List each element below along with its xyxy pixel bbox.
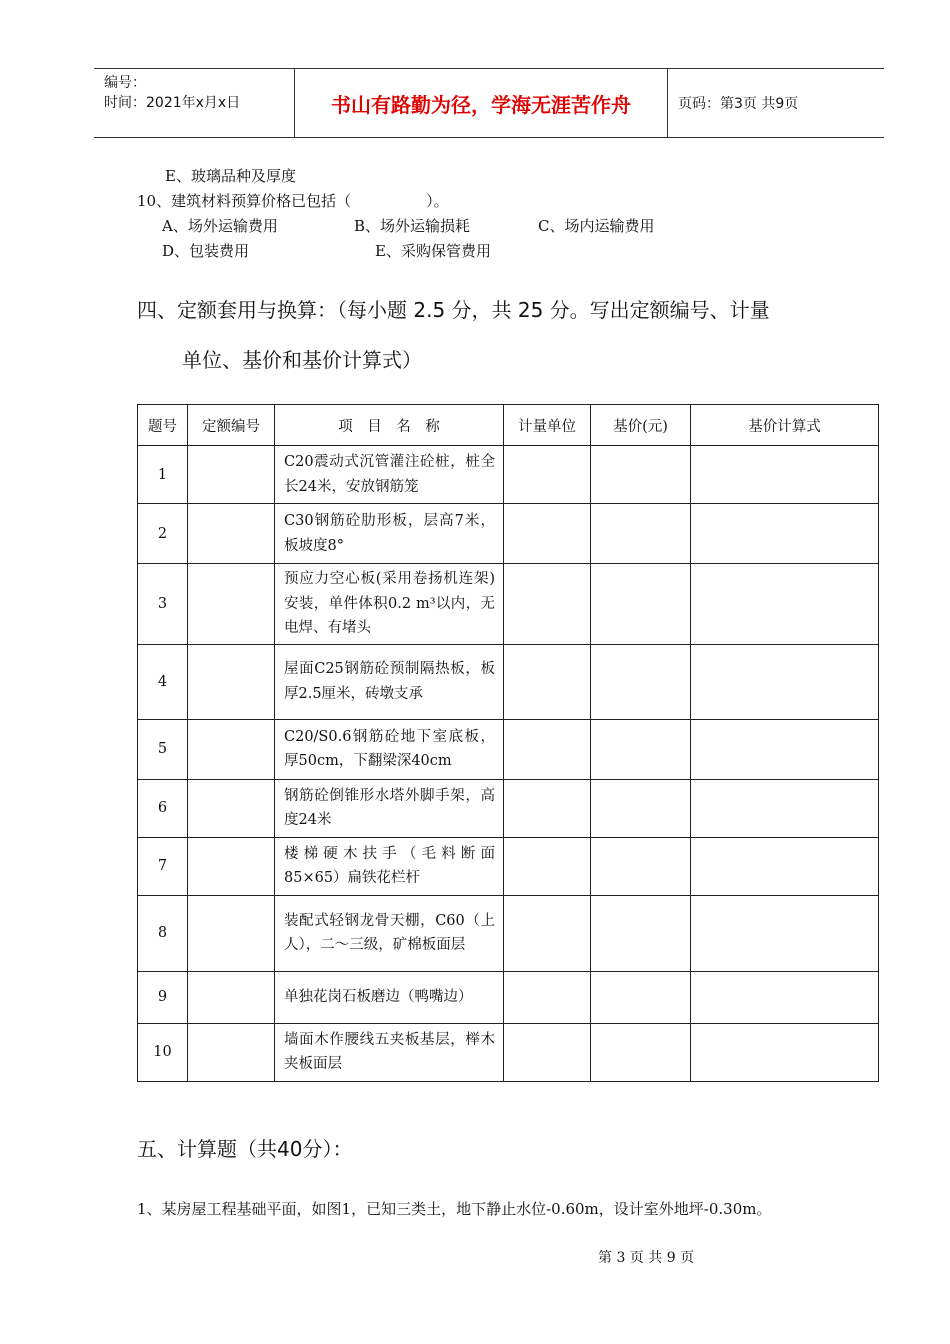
table-row	[138, 644, 879, 719]
item-name-cell: 楼梯硬木扶手（毛料断面85×65）扁铁花栏杆	[275, 837, 504, 895]
base-price-cell	[591, 971, 691, 1023]
quota-code-cell	[188, 504, 275, 564]
question-1: 1、某房屋工程基础平面，如图1，已知三类土，地下静止水位-0.60m，设计室外地坪-0.30m。	[137, 1200, 772, 1218]
table-row	[138, 446, 879, 504]
item-name-cell: 墙面木作腰线五夹板基层，榉木夹板面层	[275, 1023, 504, 1081]
table-row	[138, 504, 879, 564]
item-name-cell: 预应力空心板(采用卷扬机连架)安装，单件体积0.2 m³以内，无电焊、有堵头	[275, 564, 504, 645]
unit-cell	[504, 779, 591, 837]
header-motto: 书山有路勤为径，学海无涯苦作舟	[295, 69, 668, 137]
formula-cell	[691, 504, 879, 564]
row-no: 2	[138, 504, 188, 564]
base-price-cell	[591, 644, 691, 719]
row-no: 1	[138, 446, 188, 504]
unit-cell	[504, 644, 591, 719]
quota-code-cell	[188, 837, 275, 895]
row-no: 5	[138, 719, 188, 779]
section-4-heading: 四、定额套用与换算：（每小题 2.5 分，共 25 分。写出定额编号、计量	[137, 298, 770, 322]
section-5-heading: 五、计算题（共40分）：	[137, 1137, 353, 1161]
row-no: 3	[138, 564, 188, 645]
unit-cell	[504, 971, 591, 1023]
section-4-heading-cont: 单位、基价和基价计算式）	[182, 348, 422, 372]
formula-cell	[691, 971, 879, 1023]
formula-cell	[691, 895, 879, 971]
option-a: A、场外运输费用	[162, 217, 278, 235]
option-d: D、包装费用	[162, 242, 250, 260]
row-no: 7	[138, 837, 188, 895]
formula-cell	[691, 644, 879, 719]
col-header-item-name: 项 目 名 称	[275, 405, 504, 446]
item-name-cell: 单独花岗石板磨边（鸭嘴边）	[275, 971, 504, 1023]
header-page-info: 页码：第3页 共9页	[678, 96, 799, 112]
table-row	[138, 1023, 879, 1081]
table-row	[138, 719, 879, 779]
page-footer: 第 3 页 共 9 页	[598, 1250, 695, 1266]
base-price-cell	[591, 564, 691, 645]
row-no: 6	[138, 779, 188, 837]
base-price-cell	[591, 504, 691, 564]
unit-cell	[504, 446, 591, 504]
col-header-quota-code: 定额编号	[188, 405, 275, 446]
item-name-cell: C20/S0.6钢筋砼地下室底板，厚50cm，下翻梁深40cm	[275, 719, 504, 779]
table-row	[138, 971, 879, 1023]
col-header-base-price: 基价(元)	[591, 405, 691, 446]
formula-cell	[691, 1023, 879, 1081]
option-e: E、采购保管费用	[375, 242, 491, 260]
formula-cell	[691, 719, 879, 779]
unit-cell	[504, 564, 591, 645]
unit-cell	[504, 837, 591, 895]
row-no: 4	[138, 644, 188, 719]
item-name-cell: 装配式轻钢龙骨天棚，C60（上人），二～三级，矿棉板面层	[275, 895, 504, 971]
base-price-cell	[591, 446, 691, 504]
quota-code-cell	[188, 564, 275, 645]
unit-cell	[504, 719, 591, 779]
question-10: 10、建筑材料预算价格已包括（ ）。	[137, 192, 449, 210]
header-meta	[94, 69, 295, 137]
header-time-label: 时间：2021年x月x日	[104, 95, 241, 111]
item-name-cell: 钢筋砼倒锥形水塔外脚手架，高度24米	[275, 779, 504, 837]
quota-code-cell	[188, 971, 275, 1023]
item-name-cell: 屋面C25钢筋砼预制隔热板，板厚2.5厘米，砖墩支承	[275, 644, 504, 719]
col-header-formula: 基价计算式	[691, 405, 879, 446]
item-name-cell: C20震动式沉管灌注砼桩，桩全长24米，安放钢筋笼	[275, 446, 504, 504]
option-b: B、场外运输损耗	[354, 217, 471, 235]
row-no: 9	[138, 971, 188, 1023]
unit-cell	[504, 1023, 591, 1081]
row-no: 8	[138, 895, 188, 971]
option-c: C、场内运输费用	[538, 217, 655, 235]
header-number-label: 编号：	[104, 75, 146, 91]
formula-cell	[691, 837, 879, 895]
unit-cell	[504, 504, 591, 564]
base-price-cell	[591, 837, 691, 895]
quota-table	[137, 404, 879, 1082]
formula-cell	[691, 564, 879, 645]
quota-code-cell	[188, 446, 275, 504]
base-price-cell	[591, 779, 691, 837]
quota-code-cell	[188, 719, 275, 779]
unit-cell	[504, 895, 591, 971]
quota-code-cell	[188, 779, 275, 837]
row-no: 10	[138, 1023, 188, 1081]
col-header-unit: 计量单位	[504, 405, 591, 446]
table-row	[138, 837, 879, 895]
page-header	[94, 68, 884, 138]
formula-cell	[691, 446, 879, 504]
formula-cell	[691, 779, 879, 837]
table-row	[138, 895, 879, 971]
quota-code-cell	[188, 895, 275, 971]
quota-code-cell	[188, 1023, 275, 1081]
option-e-glass: E、玻璃品种及厚度	[165, 167, 296, 185]
base-price-cell	[591, 1023, 691, 1081]
base-price-cell	[591, 719, 691, 779]
table-row	[138, 779, 879, 837]
table-row	[138, 564, 879, 645]
item-name-cell: C30钢筋砼肋形板，层高7米，板坡度8°	[275, 504, 504, 564]
base-price-cell	[591, 895, 691, 971]
quota-code-cell	[188, 644, 275, 719]
table-header-row	[138, 405, 879, 446]
col-header-no: 题号	[138, 405, 188, 446]
